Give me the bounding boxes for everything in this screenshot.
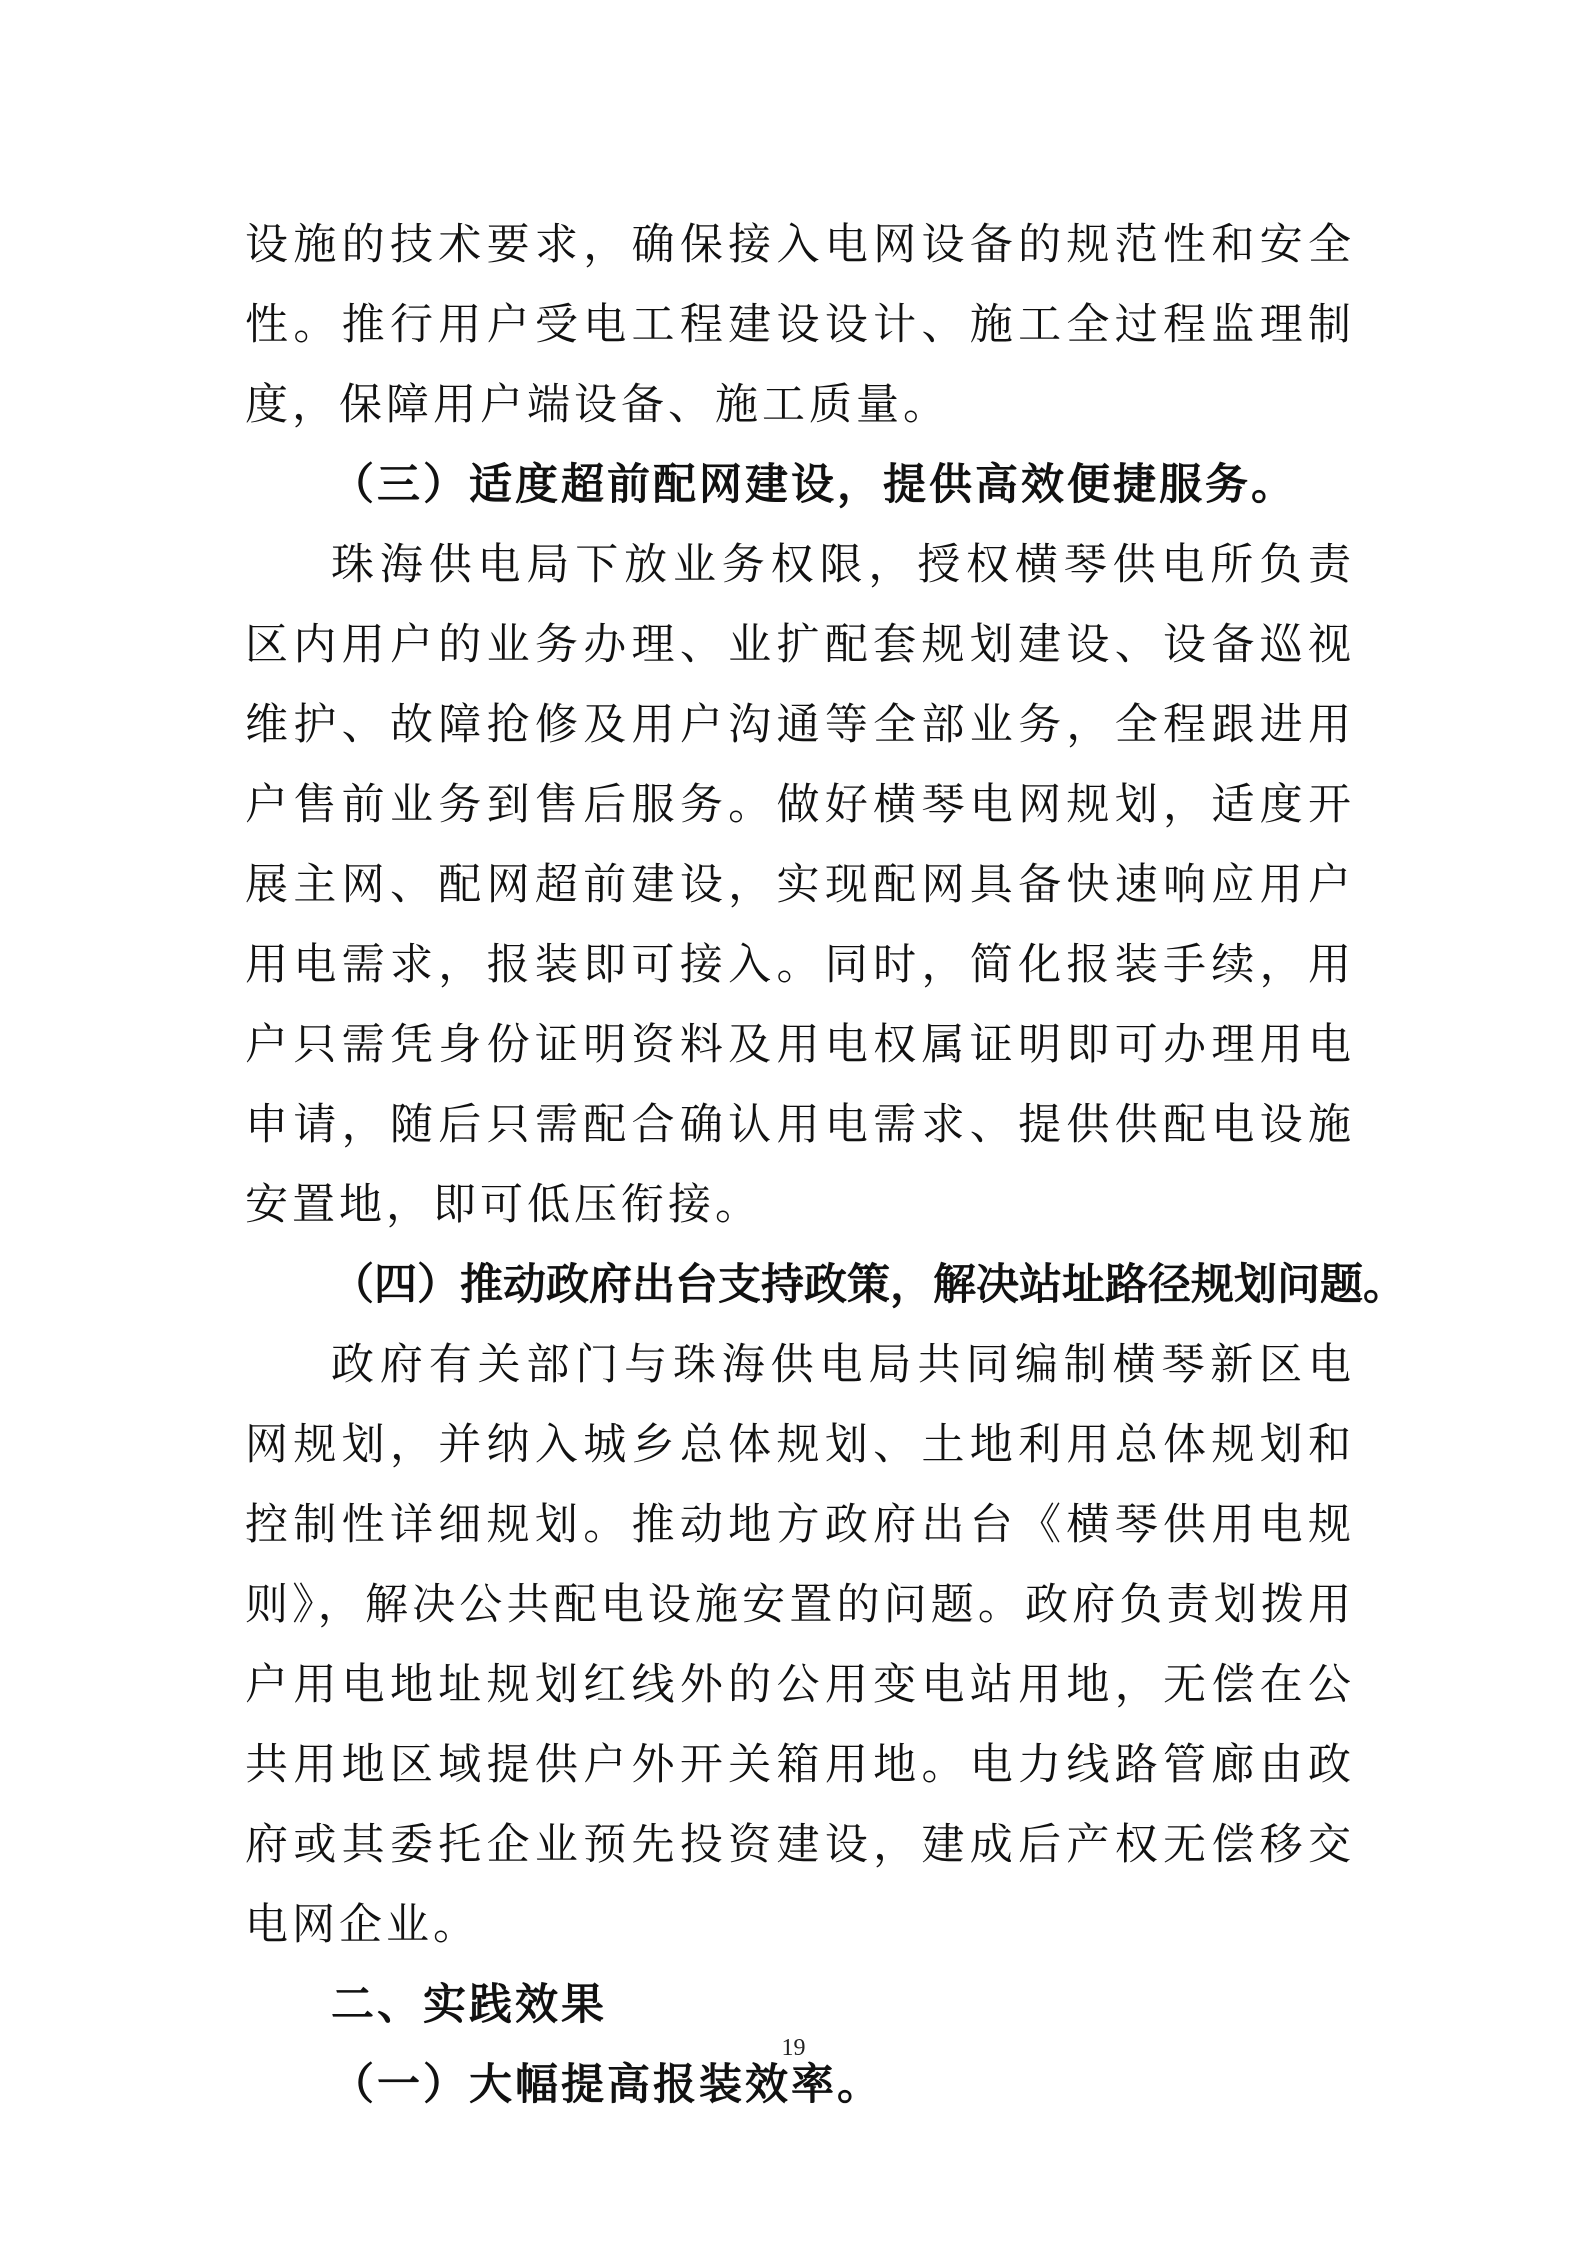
chapter-heading: 二、实践效果 — [331, 1980, 607, 2030]
section-heading-four: （四）推动政府出台支持政策，解决站址路径规划问题。 — [331, 1260, 1406, 1310]
paragraph-body: 珠海供电局下放业务权限，授权横琴供电所负责区内用户的业务办理、业扩配套规划建设、设备巡视维护、故障抢修及用户沟通等全部业务，全程跟进用户售前业务到售后服务。做好横琴电网规划，适度开展主网、配网超前建设，实现配网具备快速响应用户用电需求，报装即可接入。同时，简化报装手续，用户只需凭身份证明资料及用电权属证明即可办理用电申请，随后只需配合确认用电需求、提供供配电设施安置地，即可低压衔接。 — [245, 540, 1355, 1230]
section-heading-one: （一）大幅提高报装效率。 — [331, 2060, 883, 2110]
paragraph-body: 政府有关部门与珠海供电局共同编制横琴新区电网规划，并纳入城乡总体规划、土地利用总体规划和控制性详细规划。推动地方政府出台《横琴供用电规则》，解决公共配电设施安置的问题。政府负责划拨用户用电地址规划红线外的公用变电站用地，无偿在公共用地区域提供户外开关箱用地。电力线路管廊由政府或其委托企业预先投资建设，建成后产权无偿移交电网企业。 — [245, 1340, 1355, 1950]
page-body — [245, 205, 1406, 2125]
page-number: 19 — [781, 2035, 806, 2061]
section-heading-three: （三）适度超前配网建设，提供高效便捷服务。 — [331, 460, 1297, 510]
paragraph-continuation: 设施的技术要求，确保接入电网设备的规范性和安全性。推行用户受电工程建设设计、施工全过程监理制度，保障用户端设备、施工质量。 — [245, 220, 1355, 430]
